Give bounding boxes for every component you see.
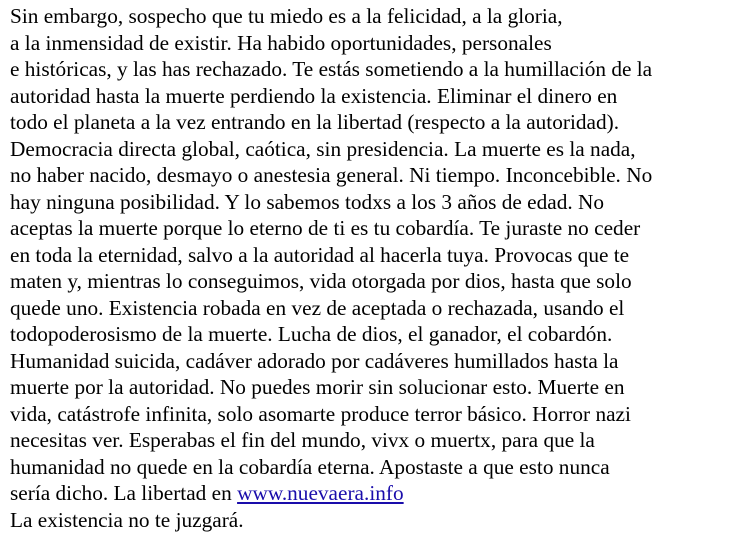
text-line: todo el planeta a la vez entrando en la libertad (respecto a la autoridad).: [10, 110, 620, 134]
closing-line: La existencia no te juzgará.: [10, 507, 244, 532]
document-body: [10, 3, 740, 533]
text-line: maten y, mientras lo conseguimos, vida otorgada por dios, hasta que solo: [10, 269, 632, 293]
text-line: Democracia directa global, caótica, sin presidencia. La muerte es la nada,: [10, 136, 636, 161]
text-line: quede uno. Existencia robada en vez de aceptada o rechazada, usando el: [10, 295, 625, 320]
link-prefix-text: sería dicho. La libertad en: [10, 481, 238, 505]
text-line: todopoderosismo de la muerte. Lucha de dios, el ganador, el cobardón.: [10, 322, 613, 346]
text-line-with-link: [10, 480, 740, 507]
text-line: e históricas, y las has rechazado. Te estás sometiendo a la humillación de la: [10, 57, 653, 81]
text-line: Humanidad suicida, cadáver adorado por cadáveres humillados hasta la: [10, 348, 619, 373]
text-line: aceptas la muerte porque lo eterno de ti es tu cobardía. Te juraste no ceder: [10, 216, 641, 240]
text-line: Sin embargo, sospecho que tu miedo es a la felicidad, a la gloria,: [10, 4, 563, 28]
text-line: autoridad hasta la muerte perdiendo la existencia. Eliminar el dinero en: [10, 83, 618, 108]
text-line: no haber nacido, desmayo o anestesia general. Ni tiempo. Inconcebible. No: [10, 163, 653, 187]
text-line: humanidad no quede en la cobardía eterna. Apostaste a que esto nunca: [10, 454, 610, 479]
text-line: en toda la eternidad, salvo a la autoridad al hacerla tuya. Provocas que te: [10, 242, 630, 267]
text-line: vida, catástrofe infinita, solo asomarte produce terror básico. Horror nazi: [10, 401, 631, 426]
website-link[interactable]: www.nuevaera.info: [237, 481, 404, 505]
text-line: hay ninguna posibilidad. Y lo sabemos todxs a los 3 años de edad. No: [10, 189, 605, 214]
text-line: necesitas ver. Esperabas el fin del mundo, vivx o muertx, para que la: [10, 428, 595, 452]
text-line: a la inmensidad de existir. Ha habido oportunidades, personales: [10, 30, 552, 55]
text-line: muerte por la autoridad. No puedes morir sin solucionar esto. Muerte en: [10, 375, 625, 399]
